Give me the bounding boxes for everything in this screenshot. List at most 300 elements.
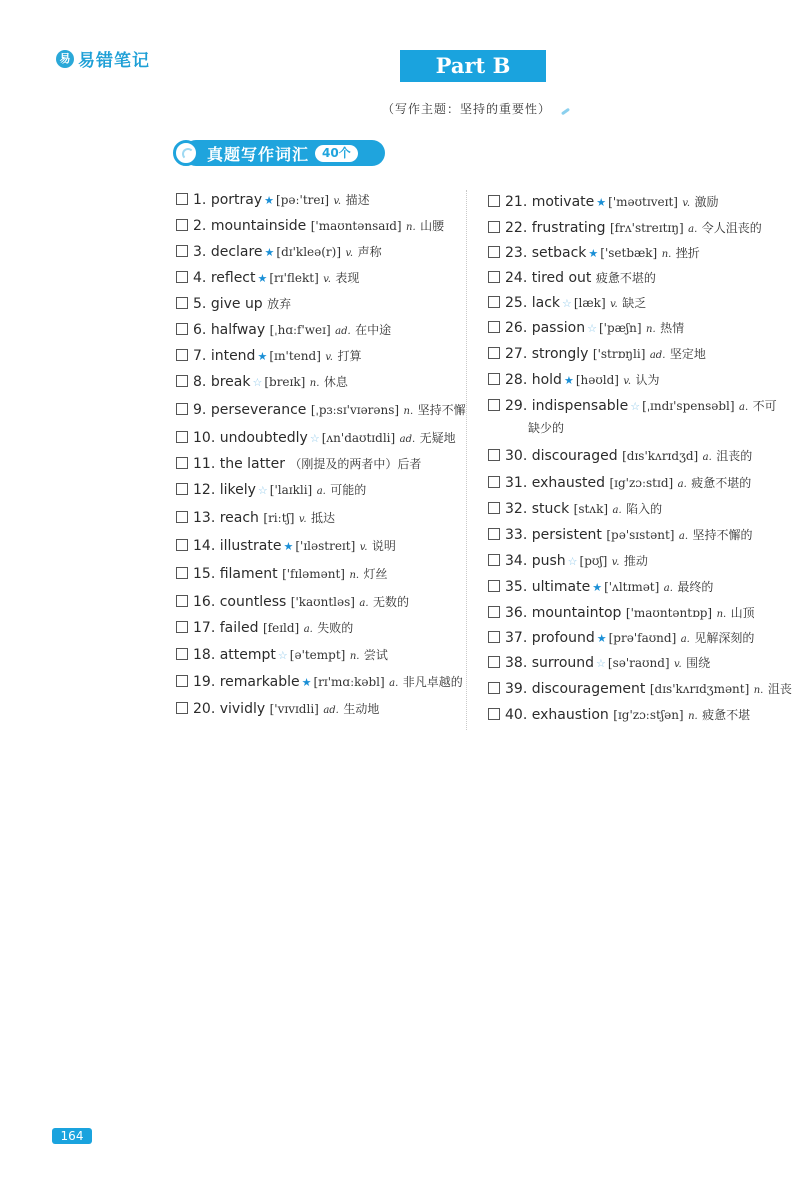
writing-topic-subtitle: （写作主题：坚持的重要性） xyxy=(382,102,552,116)
entry-word: perseverance xyxy=(210,402,307,418)
entry-meaning: 认为 xyxy=(635,373,660,387)
entry-phonetic: [feɪld] xyxy=(262,621,300,635)
entry-pos: a. xyxy=(702,452,712,463)
entry-number: 5. xyxy=(193,296,211,312)
vocab-entry xyxy=(176,190,370,212)
checkbox-icon[interactable] xyxy=(176,323,188,335)
logo-icon: 易 xyxy=(56,50,74,68)
vocab-entry xyxy=(176,320,391,342)
entry-pos: v. xyxy=(345,248,354,259)
entry-meaning: 沮丧 xyxy=(767,682,792,696)
entry-word: exhausted xyxy=(531,475,605,491)
star-icon: ☆ xyxy=(630,400,641,413)
entry-phonetic: [ə'tempt] xyxy=(289,648,346,662)
brand-logo xyxy=(56,46,150,71)
magnifier-icon xyxy=(173,140,199,166)
entry-pos: a. xyxy=(389,678,399,689)
entry-number: 27. xyxy=(505,346,532,362)
vocab-entry xyxy=(176,216,444,238)
checkbox-icon[interactable] xyxy=(176,511,188,523)
entry-word: undoubtedly xyxy=(219,430,308,446)
entry-phonetic: [dɪs'kʌrɪdʒd] xyxy=(622,449,699,463)
column-divider xyxy=(466,190,467,730)
entry-phonetic: [ʌn'daʊtɪdli] xyxy=(321,431,396,445)
entry-number: 33. xyxy=(505,527,532,543)
checkbox-icon[interactable] xyxy=(488,373,500,385)
vocab-entry xyxy=(488,653,710,675)
entry-pos: v. xyxy=(298,514,307,525)
entry-pos: ad. xyxy=(649,350,666,361)
entry-meaning: 令人沮丧的 xyxy=(701,221,762,235)
entry-number: 2. xyxy=(193,218,211,234)
entry-meaning: 休息 xyxy=(323,375,348,389)
entry-meaning: 疲惫不堪的 xyxy=(691,476,752,490)
vocab-entry xyxy=(176,294,291,314)
checkbox-icon[interactable] xyxy=(488,271,500,283)
vocab-entry xyxy=(176,346,361,368)
vocab-entry xyxy=(176,400,466,422)
entry-word: profound xyxy=(531,630,595,646)
entry-number: 18. xyxy=(193,647,220,663)
star-icon: ★ xyxy=(596,632,607,645)
entry-word: reflect xyxy=(210,270,256,286)
vocab-entry xyxy=(176,454,421,474)
entry-pos: n. xyxy=(661,249,672,260)
vocab-entry xyxy=(176,268,359,290)
entry-number: 17. xyxy=(193,620,220,636)
entry-number: 11. xyxy=(193,456,220,472)
entry-word: mountaintop xyxy=(531,605,622,621)
entry-pos: v. xyxy=(682,198,691,209)
checkbox-icon[interactable] xyxy=(176,457,188,469)
checkbox-icon[interactable] xyxy=(176,271,188,283)
checkbox-icon[interactable] xyxy=(176,349,188,361)
entry-number: 35. xyxy=(505,579,532,595)
entry-word: portray xyxy=(210,192,263,208)
checkbox-icon[interactable] xyxy=(176,648,188,660)
entry-number: 23. xyxy=(505,245,532,261)
star-icon: ★ xyxy=(301,676,312,689)
entry-pos: ad. xyxy=(399,434,416,445)
checkbox-icon[interactable] xyxy=(488,347,500,359)
entry-number: 8. xyxy=(193,374,211,390)
vocab-entry xyxy=(488,628,754,650)
star-icon: ☆ xyxy=(562,297,572,310)
entry-word: discouragement xyxy=(531,681,646,697)
entry-phonetic: [ˌɪndɪ'spensəbl] xyxy=(642,399,735,413)
checkbox-icon[interactable] xyxy=(176,193,188,205)
entry-meaning: 无数的 xyxy=(373,595,410,609)
entry-word: frustrating xyxy=(531,220,606,236)
vocab-entry xyxy=(488,705,750,727)
entry-word: exhaustion xyxy=(531,707,609,723)
vocab-entry xyxy=(488,551,648,573)
entry-number: 37. xyxy=(505,630,532,646)
entry-number: 10. xyxy=(193,430,220,446)
vocab-entry xyxy=(176,536,396,558)
entry-meaning: 描述 xyxy=(345,193,370,207)
entry-word: tired out xyxy=(531,270,592,286)
star-icon: ★ xyxy=(592,581,603,594)
entry-pos: v. xyxy=(611,557,620,568)
checkbox-icon[interactable] xyxy=(488,580,500,592)
entry-phonetic: [dɪs'kʌrɪdʒmənt] xyxy=(649,682,750,696)
entry-pos: a. xyxy=(663,583,673,594)
star-icon: ★ xyxy=(283,540,294,553)
entry-pos: a. xyxy=(688,224,698,235)
entry-meaning: 非凡卓越的 xyxy=(402,675,463,689)
entry-phonetic: ['strɒŋli] xyxy=(592,347,646,361)
entry-word: push xyxy=(531,553,566,569)
vocab-entry xyxy=(488,218,762,240)
vocab-entry xyxy=(488,243,700,265)
entry-word: give up xyxy=(210,296,263,312)
entry-phonetic: ['məʊtɪveɪt] xyxy=(608,195,678,209)
entry-phonetic: [rɪ'flekt] xyxy=(269,271,319,285)
entry-number: 9. xyxy=(193,402,211,418)
entry-number: 14. xyxy=(193,538,220,554)
entry-meaning: 最终的 xyxy=(677,580,714,594)
entry-number: 13. xyxy=(193,510,220,526)
vocab-entry xyxy=(488,293,646,315)
entry-meaning: （刚提及的两者中）后者 xyxy=(289,457,422,471)
section-title: 真题写作词汇 xyxy=(207,144,310,164)
entry-pos: v. xyxy=(325,352,333,363)
entry-phonetic: [stʌk] xyxy=(573,502,609,516)
entry-phonetic: [prə'faʊnd] xyxy=(608,631,677,645)
entry-number: 1. xyxy=(193,192,211,208)
entry-pos: n. xyxy=(349,570,360,581)
entry-pos: ad. xyxy=(335,326,351,337)
vocab-entry xyxy=(488,446,752,468)
checkbox-icon[interactable] xyxy=(176,431,188,443)
entry-number: 36. xyxy=(505,605,532,621)
entry-pos: ad. xyxy=(323,705,339,716)
entry-pos: a. xyxy=(677,479,687,490)
entry-meaning: 坚持不懈 xyxy=(417,403,466,417)
entry-meaning-continued: 缺少的 xyxy=(528,421,565,435)
entry-meaning: 声称 xyxy=(357,245,382,259)
entry-meaning: 见解深刻的 xyxy=(694,631,755,645)
entry-number: 4. xyxy=(193,270,211,286)
vocab-entry xyxy=(488,525,753,547)
entry-meaning: 陷入的 xyxy=(626,502,663,516)
entry-phonetic: [riːtʃ] xyxy=(263,511,295,525)
checkbox-icon[interactable] xyxy=(488,682,500,694)
entry-phonetic: [dɪ'kleə(r)] xyxy=(276,245,342,259)
star-icon: ☆ xyxy=(252,376,263,389)
entry-meaning: 抵达 xyxy=(311,511,336,525)
entry-pos: v. xyxy=(623,376,632,387)
checkbox-icon[interactable] xyxy=(176,403,188,415)
star-icon: ★ xyxy=(257,272,268,285)
entry-word: intend xyxy=(210,348,256,364)
checkbox-icon[interactable] xyxy=(488,399,500,411)
entry-phonetic: [sə'raʊnd] xyxy=(607,656,670,670)
checkbox-icon[interactable] xyxy=(176,621,188,633)
entry-pos: n. xyxy=(403,406,414,417)
entry-word: mountainside xyxy=(210,218,307,234)
checkbox-icon[interactable] xyxy=(176,245,188,257)
entry-phonetic: [pʊʃ] xyxy=(579,554,608,568)
entry-word: vividly xyxy=(219,701,266,717)
checkbox-icon[interactable] xyxy=(488,221,500,233)
entry-phonetic: [læk] xyxy=(573,296,606,310)
checkbox-icon[interactable] xyxy=(488,502,500,514)
entry-number: 25. xyxy=(505,295,532,311)
entry-meaning: 山腰 xyxy=(420,219,445,233)
entry-word: discouraged xyxy=(531,448,618,464)
entry-meaning: 生动地 xyxy=(343,702,380,716)
vocab-entry xyxy=(488,499,662,521)
entry-pos: v. xyxy=(323,274,331,285)
vocab-entry xyxy=(488,603,755,625)
star-icon: ☆ xyxy=(567,555,578,568)
checkbox-icon[interactable] xyxy=(176,539,188,551)
entry-pos: v. xyxy=(674,659,682,670)
entry-meaning: 坚持不懈的 xyxy=(692,528,753,542)
star-icon: ★ xyxy=(264,246,275,259)
entry-word: setback xyxy=(531,245,587,261)
entry-word: attempt xyxy=(219,647,276,663)
checkbox-icon[interactable] xyxy=(488,631,500,643)
entry-number: 28. xyxy=(505,372,532,388)
entry-meaning: 灯丝 xyxy=(363,567,388,581)
entry-word: the latter xyxy=(219,456,285,472)
star-icon: ★ xyxy=(596,196,607,209)
entry-pos: n. xyxy=(309,378,320,389)
entry-word: indispensable xyxy=(531,398,629,414)
entry-word: filament xyxy=(219,566,278,582)
checkbox-icon[interactable] xyxy=(488,195,500,207)
entry-word: passion xyxy=(531,320,586,336)
part-title: Part B xyxy=(400,50,546,82)
vocab-entry xyxy=(488,473,751,495)
entry-number: 12. xyxy=(193,482,220,498)
entry-phonetic: ['ʌltɪmət] xyxy=(604,580,660,594)
entry-pos: n. xyxy=(646,324,656,335)
entry-phonetic: ['maʊntənsaɪd] xyxy=(310,219,402,233)
entry-number: 22. xyxy=(505,220,532,236)
vocab-entry xyxy=(176,372,348,394)
entry-pos: n. xyxy=(753,685,764,696)
entry-word: countless xyxy=(219,594,287,610)
entry-phonetic: ['laɪkli] xyxy=(269,483,313,497)
checkbox-icon[interactable] xyxy=(176,675,188,687)
entry-word: motivate xyxy=(531,194,595,210)
checkbox-icon[interactable] xyxy=(488,656,500,668)
vocab-entry xyxy=(488,268,656,288)
checkbox-icon[interactable] xyxy=(488,296,500,308)
entry-word: reach xyxy=(219,510,259,526)
vocab-entry xyxy=(176,699,379,721)
checkbox-icon[interactable] xyxy=(176,297,188,309)
entry-phonetic: ['pæʃn] xyxy=(598,321,642,335)
star-icon: ☆ xyxy=(277,649,288,662)
entry-phonetic: ['fɪləmənt] xyxy=(282,567,345,581)
entry-pos: n. xyxy=(688,711,698,722)
entry-phonetic: [ˌhɑːf'weɪ] xyxy=(269,323,331,337)
entry-word: strongly xyxy=(531,346,589,362)
vocab-entry xyxy=(488,396,777,438)
entry-phonetic: ['setbæk] xyxy=(600,246,658,260)
entry-word: remarkable xyxy=(219,674,300,690)
checkbox-icon[interactable] xyxy=(176,219,188,231)
vocab-entry xyxy=(176,592,409,614)
entry-word: failed xyxy=(219,620,259,636)
checkbox-icon[interactable] xyxy=(488,246,500,258)
star-icon: ★ xyxy=(563,374,574,387)
checkbox-icon[interactable] xyxy=(176,567,188,579)
entry-phonetic: [pəː'treɪ] xyxy=(276,193,330,207)
entry-meaning: 疲惫不堪的 xyxy=(595,271,656,285)
entry-phonetic: [frʌ'streɪtɪŋ] xyxy=(610,221,684,235)
entry-number: 30. xyxy=(505,448,532,464)
entry-number: 20. xyxy=(193,701,220,717)
entry-meaning: 放弃 xyxy=(267,297,292,311)
vocab-entry xyxy=(488,679,792,701)
entry-word: hold xyxy=(531,372,562,388)
checkbox-icon[interactable] xyxy=(488,528,500,540)
vocab-entry xyxy=(488,192,719,214)
entry-number: 39. xyxy=(505,681,532,697)
entry-number: 21. xyxy=(505,194,532,210)
entry-meaning: 热情 xyxy=(660,321,685,335)
entry-word: illustrate xyxy=(219,538,282,554)
entry-meaning: 可能的 xyxy=(330,483,367,497)
entry-number: 15. xyxy=(193,566,220,582)
vocab-entry xyxy=(488,344,706,366)
entry-word: surround xyxy=(531,655,595,671)
entry-phonetic: [ɪn'tend] xyxy=(269,349,321,363)
entry-pos: a. xyxy=(678,531,689,542)
checkbox-icon[interactable] xyxy=(488,606,500,618)
entry-meaning: 打算 xyxy=(337,349,362,363)
entry-word: halfway xyxy=(210,322,266,338)
star-icon: ☆ xyxy=(257,484,268,497)
entry-number: 7. xyxy=(193,348,211,364)
vocab-entry xyxy=(176,508,335,530)
entry-number: 19. xyxy=(193,674,220,690)
entry-number: 31. xyxy=(505,475,532,491)
checkbox-icon[interactable] xyxy=(176,483,188,495)
vocab-entry xyxy=(488,577,713,599)
entry-number: 38. xyxy=(505,655,532,671)
entry-meaning: 坚定地 xyxy=(669,347,706,361)
entry-word: break xyxy=(210,374,251,390)
checkbox-icon[interactable] xyxy=(488,554,500,566)
entry-phonetic: [breɪk] xyxy=(264,375,306,389)
word-count-badge: 40个 xyxy=(315,145,358,162)
entry-word: persistent xyxy=(531,527,602,543)
checkbox-icon[interactable] xyxy=(488,449,500,461)
star-icon: ★ xyxy=(264,194,275,207)
entry-number: 34. xyxy=(505,553,532,569)
entry-meaning: 山顶 xyxy=(730,606,755,620)
entry-meaning: 缺乏 xyxy=(622,296,647,310)
checkbox-icon[interactable] xyxy=(176,375,188,387)
entry-phonetic: ['maʊntəntɒp] xyxy=(625,606,713,620)
entry-phonetic: ['kaʊntləs] xyxy=(290,595,355,609)
entry-meaning: 失败的 xyxy=(317,621,354,635)
entry-pos: a. xyxy=(303,624,313,635)
entry-number: 6. xyxy=(193,322,211,338)
entry-number: 26. xyxy=(505,320,532,336)
logo-text: 易错笔记 xyxy=(78,51,150,71)
entry-pos: n. xyxy=(406,222,416,233)
page-number: 164 xyxy=(52,1128,92,1144)
vocab-entry xyxy=(176,564,388,586)
star-icon: ☆ xyxy=(587,322,597,335)
entry-pos: v. xyxy=(610,299,618,310)
entry-meaning: 表现 xyxy=(335,271,360,285)
entry-number: 29. xyxy=(505,398,532,414)
checkbox-icon[interactable] xyxy=(488,476,500,488)
entry-word: lack xyxy=(531,295,560,311)
entry-number: 40. xyxy=(505,707,532,723)
entry-meaning: 无疑地 xyxy=(419,431,456,445)
entry-pos: a. xyxy=(680,634,690,645)
entry-number: 3. xyxy=(193,244,211,260)
entry-word: declare xyxy=(210,244,263,260)
entry-pos: a. xyxy=(316,486,326,497)
entry-pos: a. xyxy=(359,598,369,609)
entry-meaning: 疲惫不堪 xyxy=(702,708,751,722)
entry-number: 16. xyxy=(193,594,220,610)
entry-meaning: 在中途 xyxy=(355,323,392,337)
entry-number: 24. xyxy=(505,270,532,286)
entry-phonetic: ['ɪləstreɪt] xyxy=(295,539,356,553)
entry-phonetic: [həʊld] xyxy=(575,373,619,387)
star-icon: ☆ xyxy=(596,657,606,670)
entry-pos: a. xyxy=(612,505,622,516)
vocab-entry xyxy=(176,618,353,640)
entry-phonetic: [rɪ'mɑːkəbl] xyxy=(313,675,385,689)
entry-pos: n. xyxy=(716,609,727,620)
entry-word: likely xyxy=(219,482,256,498)
entry-meaning: 尝试 xyxy=(363,648,388,662)
checkbox-icon[interactable] xyxy=(488,321,500,333)
vocab-entry xyxy=(488,370,660,392)
entry-word: stuck xyxy=(531,501,570,517)
star-icon: ★ xyxy=(257,350,268,363)
entry-meaning: 说明 xyxy=(371,539,396,553)
checkbox-icon[interactable] xyxy=(176,702,188,714)
entry-phonetic: [ɪg'zɔːstɪd] xyxy=(609,476,674,490)
vocab-entry xyxy=(176,672,463,694)
pen-mark-icon xyxy=(561,108,570,116)
vocab-entry xyxy=(176,480,366,502)
entry-pos: a. xyxy=(739,402,749,413)
entry-phonetic: [ɪg'zɔːstʃən] xyxy=(613,708,684,722)
section-header xyxy=(173,138,358,168)
vocab-entry xyxy=(176,242,382,264)
entry-number: 32. xyxy=(505,501,532,517)
entry-phonetic: [pə'sɪstənt] xyxy=(606,528,675,542)
star-icon: ☆ xyxy=(309,432,320,445)
entry-meaning: 沮丧的 xyxy=(716,449,753,463)
entry-pos: v. xyxy=(333,196,342,207)
entry-meaning: 不可 xyxy=(752,399,777,413)
entry-meaning: 激励 xyxy=(694,195,719,209)
star-icon: ★ xyxy=(588,247,599,260)
entry-meaning: 挫折 xyxy=(675,246,700,260)
checkbox-icon[interactable] xyxy=(176,595,188,607)
vocab-entry xyxy=(176,428,456,450)
vocab-entry xyxy=(488,318,684,340)
checkbox-icon[interactable] xyxy=(488,708,500,720)
entry-meaning: 围绕 xyxy=(686,656,711,670)
